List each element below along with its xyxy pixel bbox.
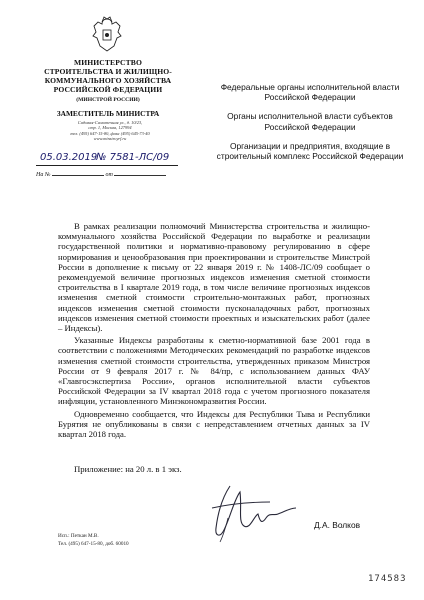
ministry-address	[60, 120, 160, 142]
reply-reference-line	[36, 172, 178, 178]
reply-to-label: На №	[36, 172, 51, 178]
executor-info	[58, 532, 129, 548]
reference-line	[36, 153, 178, 166]
registration-stamp: 174583	[368, 574, 407, 584]
address-line: тел. (495) 647-15-80, факс (495) 645-73-40	[70, 130, 150, 136]
address-line: Садовая-Самотечная ул., д. 10/23,	[77, 120, 143, 125]
ministry-short-name: (МИНСТРОЙ РОССИИ)	[76, 97, 140, 103]
reply-number-blank	[52, 175, 104, 176]
executor-line: Тел. (495) 647-15-80, доб. 60010	[58, 541, 129, 547]
body-paragraph: Указанные Индексы разработаны к сметно-нормативной базе 2001 года в соответствии с положениями Методических рекомендаций по разработке индексов изменения сметной стоимости строительства, утвержденных приказом Минстроя России от 9 февраля 2017 г. № 84/пр, с использованием данных ФАУ «Главгосэкспертиза России», органов исполнительной власти субъектов Российской Федерации за IV квартал 2018 года с учетом прогнозного показателя инфляции, установленного Минэкономразвития России.	[58, 335, 370, 407]
addressee: Федеральные органы исполнительной власти Российской Федерации	[220, 82, 400, 103]
body-paragraph: Одновременно сообщается, что Индексы для Республики Тыва и Республики Бурятия не опубликованы в связи с непредставлением отчетных данных за IV квартал 2018 года.	[58, 408, 370, 440]
reference-date: 05.03.2019	[40, 152, 98, 163]
signer-name: Д.А. Волков	[314, 520, 361, 530]
body-paragraph: В рамках реализации полномочий Министерства строительства и жилищно-коммунального хозяйства Российской Федерации по выработке и реализации государственной политики и нормативно-правовому регулированию в сфере нормирования и ценообразования при проектировании и строительстве Минстрой России в дополнение к письму от 22 января 2019 г. № 1408-ЛС/09 сообщает о рекомендуемой величине прогнозных индексов изменения сметной стоимости строительства в I квартале 2019 года, в том числе величине прогнозных индексов изменения сметной стоимости строительно-монтажных работ, прогнозных индексов изменения сметной стоимости пусконаладочных работ, прогнозных индексов изменения сметной стоимости проектных и изыскательских работ (далее – Индексы).	[58, 221, 370, 334]
signer-position: ЗАМЕСТИТЕЛЬ МИНИСТРА	[56, 109, 160, 118]
ministry-name: МИНИСТЕРСТВО СТРОИТЕЛЬСТВА И ЖИЛИЩНО-КОММУНАЛЬНОГО ХОЗЯЙСТВА РОССИЙСКОЙ ФЕДЕРАЦИИ	[44, 58, 172, 94]
handwritten-signature-icon	[200, 478, 310, 548]
addressee-block	[210, 82, 410, 170]
addressee: Органы исполнительной власти субъектов Российской Федерации	[227, 111, 393, 132]
letter-body	[58, 221, 370, 441]
addressee: Организации и предприятия, входящие в строительный комплекс Российской Федерации	[216, 140, 404, 162]
reply-date-blank	[114, 175, 166, 176]
attachment-note: Приложение: на 20 л. в 1 экз.	[74, 464, 182, 474]
reference-number: № 7581-ЛС/09	[96, 152, 170, 163]
coat-of-arms-emblem-icon	[90, 16, 124, 54]
address-line: стр. 1, Москва, 127994	[88, 125, 132, 131]
reply-from-label: от	[105, 172, 113, 178]
executor-line: Исп.: Петкан М.В.	[58, 533, 99, 539]
address-line: www.minstroyrf.ru	[93, 136, 127, 142]
